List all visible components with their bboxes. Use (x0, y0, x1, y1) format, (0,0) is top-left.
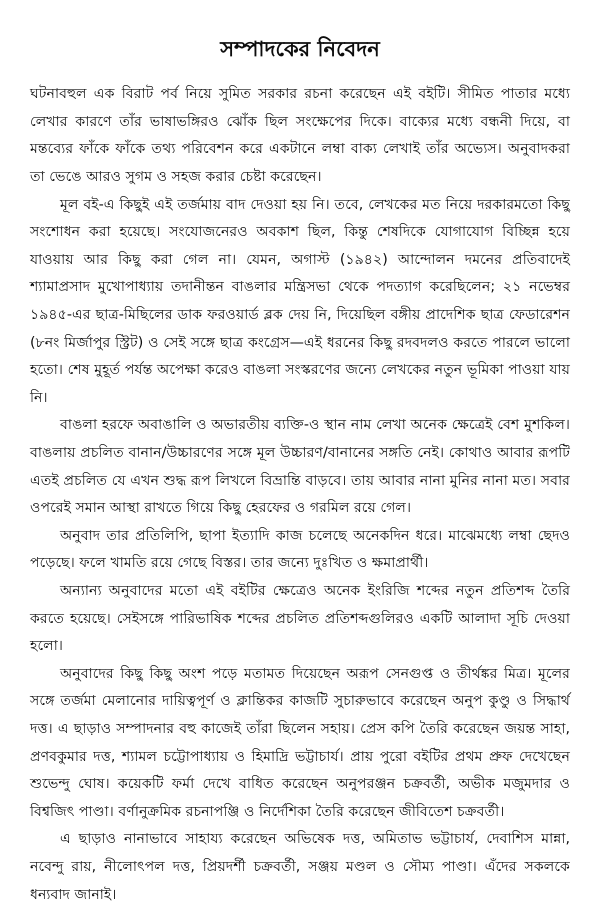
paragraph-6: অনুবাদের কিছু কিছু অংশ পড়ে মতামত দিয়েছেন অরূপ সেনগুপ্ত ও তীর্থঙ্কর মিত্র। মূলের সঙ্গে তর্জমা মেলানোর দায়িত্বপূর্ণ ও ক্লান্তিকর কাজটি সুচারুভাবে করেছেন অনুপ কুণ্ডু ও সিদ্ধার্থ দত্ত। এ ছাড়াও সম্পাদনার বহু কাজেই তাঁরা ছিলেন সহায়। প্রেস কপি তৈরি করেছেন জয়ন্ত সাহা, প্রণবকুমার দত্ত, শ্যামল চট্টোপাধ্যায় ও হিমাদ্রি ভট্টাচার্য। প্রায় পুরো বইটির প্রথম প্রুফ দেখেছেন শুভেন্দু ঘোষ। কয়েকটি ফর্মা দেখে বাধিত করেছেন অনুপরঞ্জন চক্রবর্তী, অভীক মজুমদার ও বিশ্বজিৎ পাণ্ডা। বর্ণানুক্রমিক রচনাপঞ্জি ও নির্দেশিকা তৈরি করেছেন জীবিতেশ চক্রবর্তী। (30, 665, 570, 820)
paragraph-3: বাঙলা হরফে অবাঙালি ও অভারতীয় ব্যক্তি-ও স্থান নাম লেখা অনেক ক্ষেত্রেই বেশ মুশকিল। বাঙলায় প্রচলিত বানান/উচ্চারণের সঙ্গে মূল উচ্চারণ/বানানের সঙ্গতি নেই। কোথাও আবার রূপটি এতই প্রচলিত যে এখন শুদ্ধ রূপ লিখলে বিভ্রান্তি বাড়বে। তায় আবার নানা মুনির নানা মত। সবার ওপরেই সমান আস্থা রাখতে গিয়ে কিছু হেরফের ও গরমিল রয়ে গেল। (30, 417, 570, 517)
paragraph-5: অন্যান্য অনুবাদের মতো এই বইটির ক্ষেত্রেও অনেক ইংরিজি শব্দের নতুন প্রতিশব্দ তৈরি করতে হয়েছে। সেইসঙ্গে পারিভাষিক শব্দের প্রচলিত প্রতিশব্দগুলিরও একটি আলাদা সূচি দেওয়া হলো। (30, 582, 570, 655)
paragraph-1: ঘটনাবহুল এক বিরাট পর্ব নিয়ে সুমিত সরকার রচনা করেছেন এই বইটি। সীমিত পাতার মধ্যে লেখার কারণে তাঁর ভাষাভঙ্গিরও ঝোঁক ছিল সংক্ষেপের দিকে। বাক্যের মধ্যে বন্ধনী দিয়ে, বা মন্তব্যের ফাঁকে ফাঁকে তথ্য পরিবেশন করে একটানে লম্বা বাক্য লেখাই তাঁর অভ্যেস। অনুবাদকরা তা ভেঙে আরও সুগম ও সহজ করার চেষ্টা করেছেন। (30, 86, 570, 186)
paragraph-2: মূল বই-এ কিছুই এই তর্জমায় বাদ দেওয়া হয় নি। তবে, লেখকের মত নিয়ে দরকারমতো কিছু সংশোধন করা হয়েছে। সংযোজনেরও অবকাশ ছিল, কিন্তু শেষদিকে যোগাযোগ বিচ্ছিন্ন হয়ে যাওয়ায় আর কিছু করা গেল না। যেমন, অগাস্ট (১৯৪২) আন্দোলন দমনের প্রতিবাদেই শ্যামাপ্রসাদ মুখোপাধ্যায় তদানীন্তন বাঙলার মন্ত্রিসভা থেকে পদত্যাগ করেছিলেন; ২১ নভেম্বর ১৯৪৫-এর ছাত্র-মিছিলের ডাক ফরওয়ার্ড ব্লক দেয় নি, দিয়েছিল বঙ্গীয় প্রাদেশিক ছাত্র ফেডারেশন (৮নং মির্জাপুর স্ট্রিট) ও সেই সঙ্গে ছাত্র কংগ্রেস—এই ধরনের কিছু রদবদলও করতে পারলে ভালো হতো। শেষ মুহূর্ত পর্যন্ত অপেক্ষা করেও বাঙলা সংস্করণের জন্যে লেখকের নতুন ভূমিকা পাওয়া যায় নি। (30, 196, 570, 406)
page-title: সম্পাদকের নিবেদন (220, 37, 380, 61)
paragraph-7: এ ছাড়াও নানাভাবে সাহায্য করেছেন অভিষেক দত্ত, অমিতাভ ভট্টাচার্য, দেবাশিস মান্না, নবেন্দু রায়, নীলোৎপল দত্ত, প্রিয়দর্শী চক্রবর্তী, সঞ্জয় মণ্ডল ও সৌম্য পাণ্ডা। এঁদের সকলকে ধন্যবাদ জানাই। (30, 831, 570, 903)
paragraph-4: অনুবাদ তার প্রতিলিপি, ছাপা ইত্যাদি কাজ চলেছে অনেকদিন ধরে। মাঝেমধ্যে লম্বা ছেদও পড়েছে। ফলে খামতি রয়ে গেছে বিস্তর। তার জন্যে দুঃখিত ও ক্ষমাপ্রার্থী। (30, 527, 570, 572)
